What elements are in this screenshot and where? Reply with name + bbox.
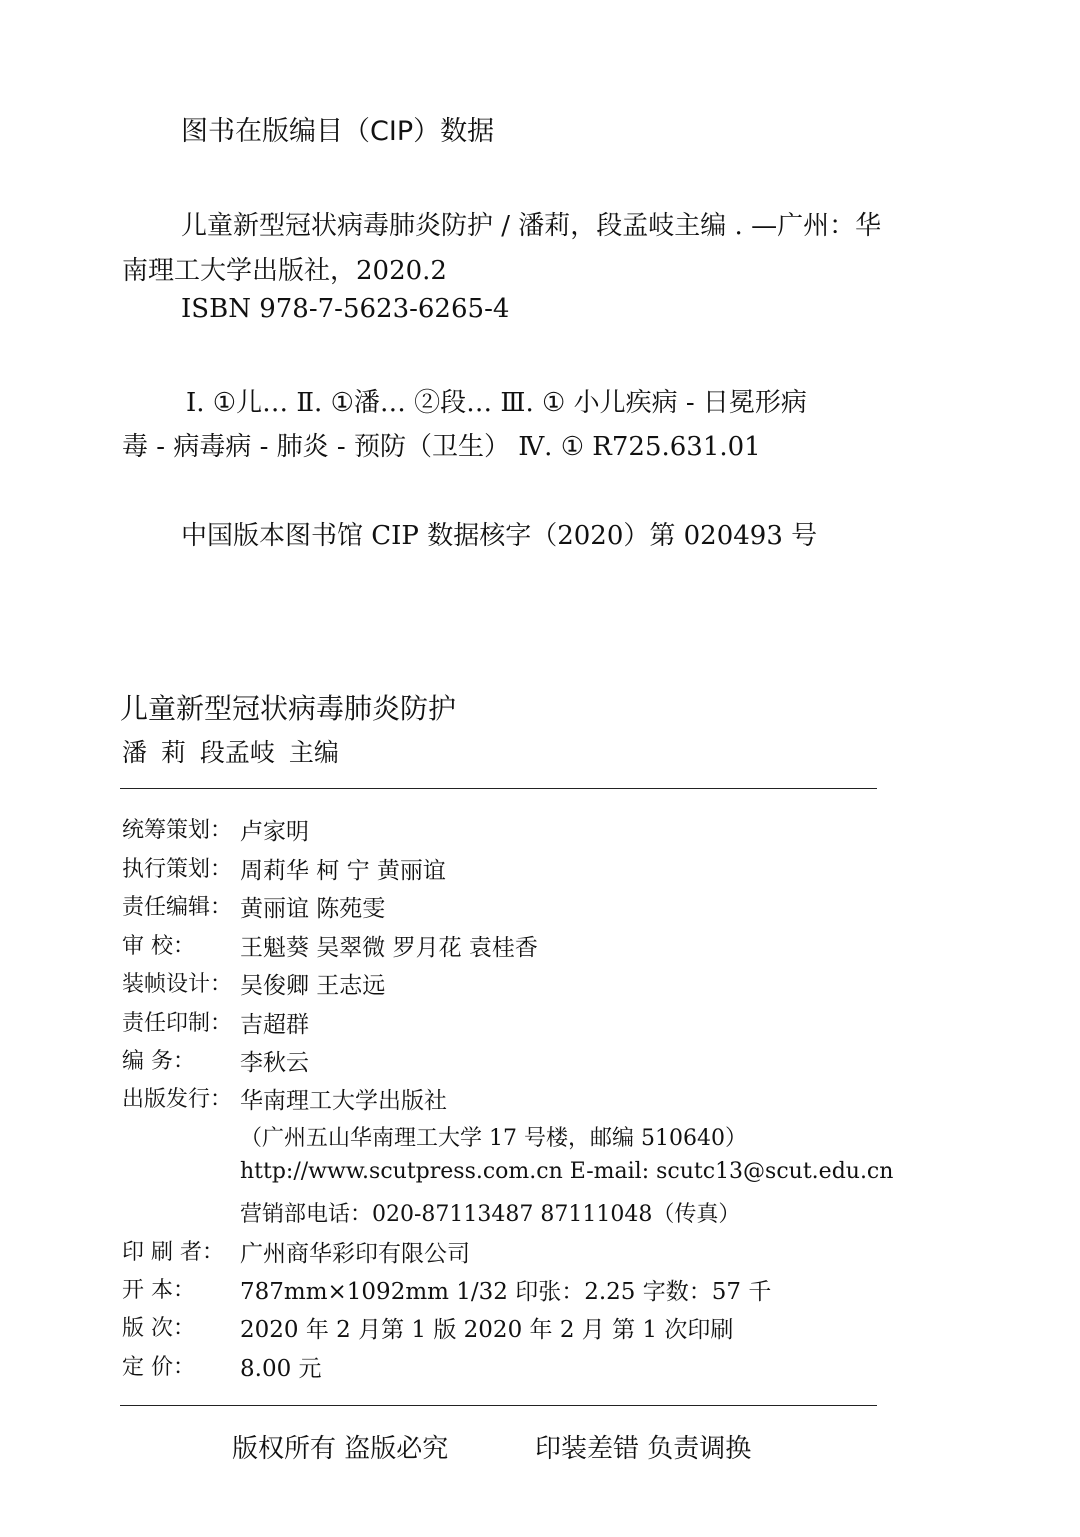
bottom-divider bbox=[120, 1405, 877, 1406]
spec-label: 版 次： bbox=[122, 1316, 195, 1341]
credit-row bbox=[122, 852, 446, 885]
credit-row bbox=[122, 1006, 309, 1039]
cip-entry-line-2: 南理工大学出版社，2020.2 bbox=[122, 256, 447, 286]
credit-value: 吉超群 bbox=[240, 1012, 309, 1038]
credit-row bbox=[122, 1082, 447, 1115]
credit-row bbox=[122, 813, 309, 846]
credit-value: 黄丽谊 陈苑雯 bbox=[240, 896, 386, 922]
cip-subject-line-2: 毒 - 病毒病 - 肺炎 - 预防（卫生） Ⅳ. ① R725.631.01 bbox=[122, 432, 761, 462]
print-error-notice: 印装差错 负责调换 bbox=[535, 1434, 752, 1464]
credit-label: 装帧设计： bbox=[122, 972, 233, 997]
publisher-address: （广州五山华南理工大学 17 号楼，邮编 510640） bbox=[240, 1126, 747, 1151]
credit-label: 审 校： bbox=[122, 934, 195, 959]
credit-label: 出版发行： bbox=[122, 1087, 233, 1112]
credit-value: 卢家明 bbox=[240, 819, 309, 845]
cip-subject-line-1: Ⅰ. ①儿… Ⅱ. ①潘… ②段… Ⅲ. ① 小儿疾病 - 日冕形病 bbox=[186, 388, 807, 418]
book-title: 儿童新型冠状病毒肺炎防护 bbox=[120, 692, 457, 725]
spec-value: 787mm×1092mm 1/32 印张：2.25 字数：57 千 bbox=[240, 1279, 772, 1305]
credit-value: 王魁葵 吴翠微 罗月花 袁桂香 bbox=[240, 935, 538, 961]
spec-row bbox=[122, 1311, 733, 1344]
credit-label: 编 务： bbox=[122, 1049, 195, 1074]
credit-label: 执行策划： bbox=[122, 857, 233, 882]
spec-value: 2020 年 2 月第 1 版 2020 年 2 月 第 1 次印刷 bbox=[240, 1317, 734, 1343]
spec-label: 定 价： bbox=[122, 1355, 195, 1380]
credit-value: 吴俊卿 王志远 bbox=[240, 973, 386, 999]
spec-label: 开 本： bbox=[122, 1278, 195, 1303]
credit-label: 责任印制： bbox=[122, 1011, 233, 1036]
credit-row bbox=[122, 967, 385, 1000]
credit-row bbox=[122, 929, 538, 962]
credit-label: 统筹策划： bbox=[122, 818, 233, 843]
spec-value: 8.00 元 bbox=[240, 1356, 322, 1382]
book-editors: 潘 莉 段孟岐 主编 bbox=[122, 738, 339, 767]
credit-row bbox=[122, 1044, 309, 1077]
publisher-phone: 营销部电话：020-87113487 87111048（传真） bbox=[240, 1202, 741, 1227]
spec-label: 印 刷 者： bbox=[122, 1240, 224, 1265]
credit-value: 李秋云 bbox=[240, 1050, 309, 1076]
spec-row bbox=[122, 1235, 470, 1268]
credit-value: 华南理工大学出版社 bbox=[240, 1088, 447, 1114]
spec-value: 广州商华彩印有限公司 bbox=[240, 1241, 470, 1267]
cip-verification: 中国版本图书馆 CIP 数据核字（2020）第 020493 号 bbox=[181, 521, 818, 551]
publisher-web-email: http://www.scutpress.com.cn E-mail: scutc13@scut.edu.cn bbox=[240, 1159, 894, 1184]
cip-entry-line-1: 儿童新型冠状病毒肺炎防护 / 潘莉，段孟岐主编 . —广州：华 bbox=[181, 211, 882, 241]
spec-row bbox=[122, 1273, 771, 1306]
credit-label: 责任编辑： bbox=[122, 895, 233, 920]
copyright-notice: 版权所有 盗版必究 bbox=[232, 1434, 449, 1464]
credit-row bbox=[122, 890, 385, 923]
isbn: ISBN 978-7-5623-6265-4 bbox=[181, 294, 510, 324]
credit-value: 周莉华 柯 宁 黄丽谊 bbox=[240, 858, 446, 884]
cip-heading: 图书在版编目（CIP）数据 bbox=[181, 116, 495, 147]
top-divider bbox=[120, 788, 877, 789]
spec-row bbox=[122, 1350, 322, 1383]
